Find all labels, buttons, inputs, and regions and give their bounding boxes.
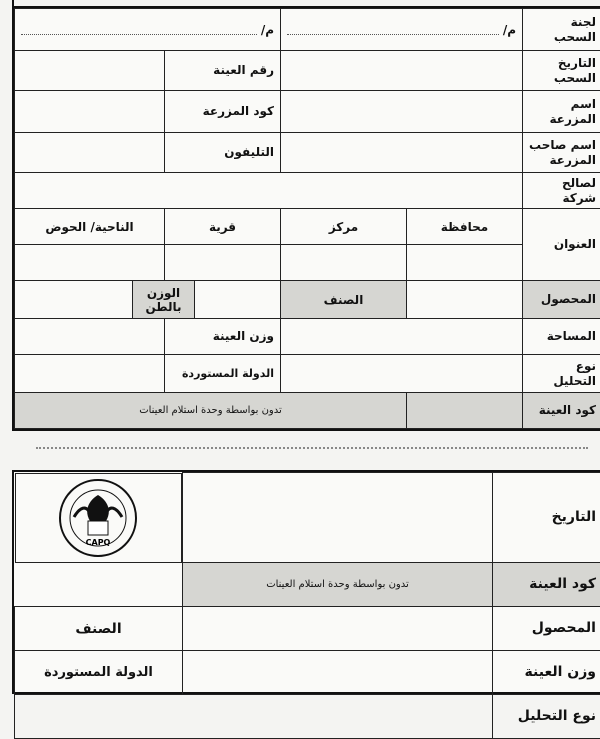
farm-name-field[interactable] — [281, 91, 523, 133]
sample-form-upper — [12, 6, 600, 431]
capq-logo-icon — [50, 477, 146, 559]
center-header: مركز — [281, 209, 407, 245]
draw-date-label: التاريخ السحب — [523, 51, 600, 91]
sample-code-field[interactable] — [407, 393, 523, 429]
center-field[interactable] — [281, 245, 407, 281]
importing-country-label: الدولة المستوردة — [165, 355, 281, 393]
committee-member-2-field[interactable] — [15, 9, 281, 51]
company-label: لصالح شركة — [523, 173, 600, 209]
receipt-date-field[interactable] — [183, 473, 493, 563]
village-field[interactable] — [165, 245, 281, 281]
m-prefix: م/ — [261, 23, 274, 37]
phone-label: التليفون — [165, 133, 281, 173]
area-field[interactable] — [281, 319, 523, 355]
district-field[interactable] — [15, 245, 165, 281]
governorate-field[interactable] — [407, 245, 523, 281]
address-label: العنوان — [523, 209, 600, 281]
capq-logo-cell — [15, 473, 183, 563]
district-header: الناحية/ الحوض — [15, 209, 165, 245]
committee-label: لجنة السحب — [523, 9, 600, 51]
owner-name-field[interactable] — [281, 133, 523, 173]
weight-ton-label: الوزن بالطن — [133, 281, 195, 319]
weight-ton-field[interactable] — [15, 281, 133, 319]
receipt-analysis-type-label: نوع التحليل — [493, 695, 600, 739]
sample-number-label: رقم العينة — [165, 51, 281, 91]
receipt-sample-weight-field[interactable] — [183, 651, 493, 695]
receipt-importing-country-label: الدولة المستوردة — [15, 651, 183, 695]
m-prefix: م/ — [503, 23, 516, 37]
sample-weight-label: وزن العينة — [165, 319, 281, 355]
draw-date-field[interactable] — [281, 51, 523, 91]
importing-country-field[interactable] — [15, 355, 165, 393]
sample-form-lower — [12, 470, 600, 694]
receipt-date-label: التاريخ — [493, 473, 600, 563]
analysis-type-label: نوع التحليل — [523, 355, 600, 393]
receipt-crop-field[interactable] — [183, 607, 493, 651]
phone-field[interactable] — [15, 133, 165, 173]
committee-member-1-field[interactable] — [281, 9, 523, 51]
receipt-crop-label: المحصول — [493, 607, 600, 651]
sample-code-label: كود العينة — [523, 393, 600, 429]
analysis-type-field[interactable] — [281, 355, 523, 393]
variety-field[interactable] — [195, 281, 281, 319]
company-field[interactable] — [15, 173, 523, 209]
sample-form-table — [14, 8, 600, 429]
farm-code-field[interactable] — [15, 91, 165, 133]
receipt-variety-label: الصنف — [15, 607, 183, 651]
governorate-header: محافظة — [407, 209, 523, 245]
farm-code-label: كود المزرعة — [165, 91, 281, 133]
logo-abbr: CAPQ — [86, 538, 111, 547]
receipt-sample-code-label: كود العينة — [493, 563, 600, 607]
owner-name-label: اسم صاحب المزرعة — [523, 133, 600, 173]
sample-weight-field[interactable] — [15, 319, 165, 355]
village-header: قرية — [165, 209, 281, 245]
farm-name-label: اسم المزرعة — [523, 91, 600, 133]
cut-line — [36, 447, 588, 449]
receipt-sample-weight-label: وزن العينة — [493, 651, 600, 695]
sample-receipt-table — [14, 472, 600, 739]
reception-note: تدون بواسطة وحدة استلام العينات — [15, 393, 407, 429]
sample-number-field[interactable] — [15, 51, 165, 91]
receipt-reception-note: تدون بواسطة وحدة استلام العينات — [183, 563, 493, 607]
variety-label: الصنف — [281, 281, 407, 319]
crop-field[interactable] — [407, 281, 523, 319]
area-label: المساحة — [523, 319, 600, 355]
crop-label: المحصول — [523, 281, 600, 319]
receipt-analysis-type-field[interactable] — [15, 695, 493, 739]
